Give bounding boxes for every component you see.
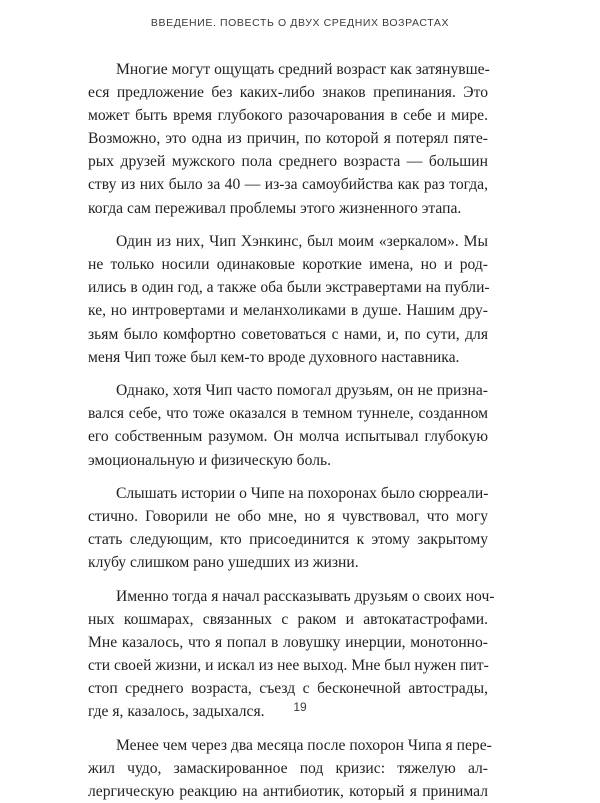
text-line: лергическую реакцию на антибиотик, который я принимал <box>88 783 488 801</box>
text-line: Возможно, это одна из причин, по которой я потерял пяте- <box>88 130 488 148</box>
text-line: вался себе, что тоже оказался в темном туннеле, созданном <box>88 405 488 423</box>
text-line: Однако, хотя Чип часто помогал друзьям, он не призна- <box>116 382 488 400</box>
text-line: ству из них было за 40 — из-за самоубийства как раз тогда, <box>88 176 488 194</box>
text-line: рых друзей мужского пола среднего возраста — большин <box>88 153 488 171</box>
running-header: ВВЕДЕНИЕ. ПОВЕСТЬ О ДВУХ СРЕДНИХ ВОЗРАСТАХ <box>150 17 450 29</box>
text-line: Слышать истории о Чипе на похоронах было сюрреали- <box>116 485 489 503</box>
paragraph <box>88 379 488 471</box>
text-line: эмоциональную и физическую боль. <box>88 451 331 469</box>
text-line: ных кошмарах, связанных с раком и автокатастрофами. <box>88 611 488 629</box>
text-line: клубу слишком рано ушедших из жизни. <box>88 554 359 572</box>
text-line: ились в один год, а также оба были экстравертами на публи- <box>88 279 490 297</box>
text-line: стично. Говорили не обо мне, но я чувствовал, что могу <box>88 508 488 526</box>
paragraph <box>88 230 488 369</box>
body-text <box>88 58 495 803</box>
page-number: 19 <box>293 700 307 714</box>
text-line: стоп среднего возраста, съезд с бесконечной автострады, <box>88 680 488 698</box>
text-line: может быть время глубокого разочарования в себе и мире. <box>88 107 488 125</box>
text-line: не только носили одинаковые короткие имена, но и род- <box>88 256 488 274</box>
text-line: жил чудо, замаскированное под кризис: тяжелую ал- <box>88 760 488 778</box>
text-line: Менее чем через два месяца после похорон Чипа я пере- <box>116 737 492 755</box>
text-line: Многие могут ощущать средний возраст как затянувше- <box>116 61 490 78</box>
text-line: Мне казалось, что я попал в ловушку инерции, монотонно- <box>88 634 488 652</box>
text-line: ке, но интровертами и меланхоликами в душе. Нашим дру- <box>88 302 488 320</box>
text-line: еся предложение без каких-либо знаков препинания. Это <box>88 84 488 102</box>
text-line: зьям было комфортно советоваться с нами, и, по сути, для <box>88 325 488 343</box>
paragraph <box>88 58 488 220</box>
text-line: меня Чип тоже был кем-то вроде духовного наставника. <box>88 348 460 366</box>
text-line: сти своей жизни, и искал из нее выход. Мне был нужен пит- <box>88 657 489 675</box>
text-line: где я, казалось, задыхался. <box>88 703 265 721</box>
paragraph <box>88 734 492 803</box>
text-line: его собственным разумом. Он молча испытывал глубокую <box>88 428 488 446</box>
text-line: Один из них, Чип Хэнкинс, был моим «зеркалом». Мы <box>116 233 488 251</box>
paragraph <box>88 482 488 574</box>
text-line: стать следующим, кто присоединится к этому закрытому <box>88 531 488 549</box>
text-line: Именно тогда я начал рассказывать друзьям о своих ноч- <box>116 587 495 605</box>
text-line: когда сам переживал проблемы этого жизненного этапа. <box>88 199 462 217</box>
